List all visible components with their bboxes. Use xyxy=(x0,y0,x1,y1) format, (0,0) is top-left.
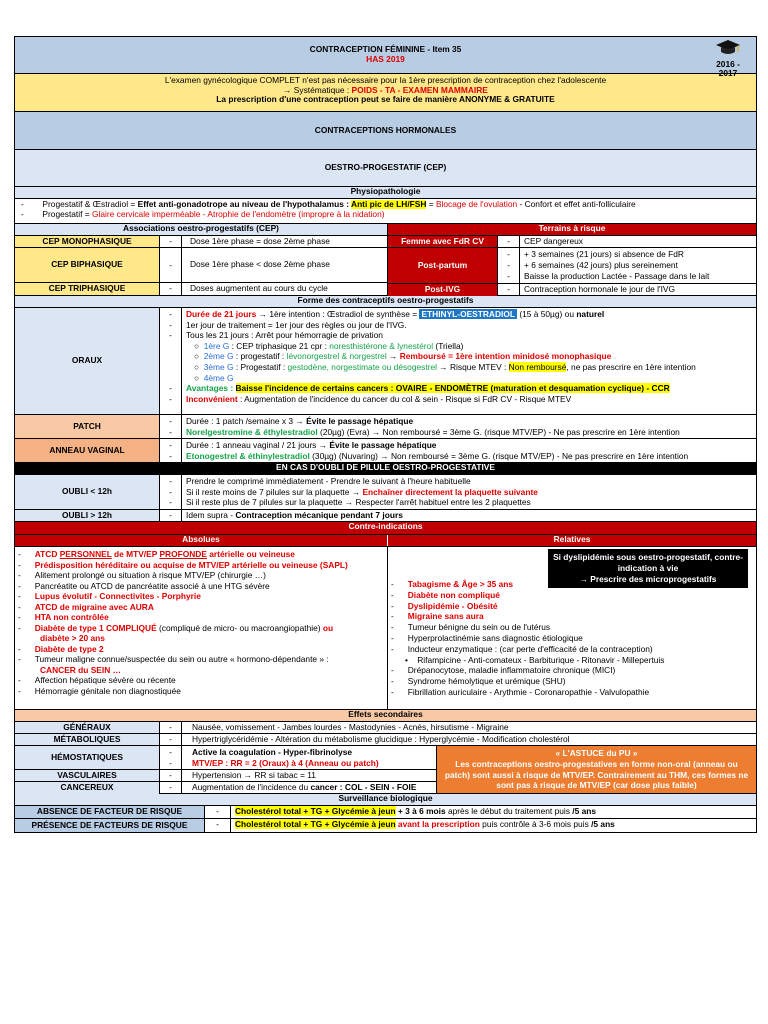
relatives-title: Relatives xyxy=(388,535,756,546)
surv-2-a: Cholestérol total + TG + Glycémie à jeun xyxy=(235,819,396,829)
abs-2: Prédisposition héréditaire ou acquise de MTV/EP artérielle ou veineuse (SAPL) xyxy=(34,559,348,570)
oraux-g2-e: Remboursé = 1ère intention minidosé monophasique xyxy=(399,351,612,362)
intro-line-1: L'examen gynécologique COMPLET n'est pas nécessaire pour la 1ère prescription de contraception chez l'adolescente xyxy=(164,75,607,85)
oraux-g2-b: : progestatif : xyxy=(233,351,287,362)
effet-text-generaux: Nausée, vomissement - Jambes lourdes - Mastodynies - Acnés, hirsutisme - Migraine xyxy=(192,722,509,732)
effet-cancer-a: Augmentation de l'incidence du xyxy=(192,782,311,793)
astuce-title: « L'ASTUCE du PU » xyxy=(555,748,638,758)
oraux-g2-a: 2ème G xyxy=(203,351,234,362)
oraux-g3-e: Non remboursé xyxy=(508,361,567,372)
rel-8: Rifampicine - Anti-comateux - Barbiturique - Ritonavir - Millepertuis xyxy=(417,654,665,665)
effet-label-metab: MÉTABOLIQUES xyxy=(15,734,160,745)
patch-l2-a: Norelgestromine & éthylestradiol xyxy=(186,426,318,437)
oraux-l2: 1er jour de traitement = 1er jour des règles ou jour de l'IVG. xyxy=(186,319,407,330)
terrain-text-fdr: CEP dangereux xyxy=(524,236,583,246)
forme-title: Forme des contraceptifs oestro-progestatifs xyxy=(297,295,474,305)
oubli-row-2: OUBLI > 12h - Idem supra - Contraception mécanique pendant 7 jours xyxy=(15,510,756,522)
rel-1: Tabagisme & Âge > 35 ans xyxy=(407,579,514,589)
oraux-av-b: Baisse l'incidence de certains cancers : OVAIRE - ENDOMÈTRE (maturation et desquamation cyclique) - CCR xyxy=(235,383,670,394)
oraux-g3-c: gestodène, norgestimate ou désogestrel xyxy=(287,361,437,372)
effet-text-vasc: Hypertension → RR si tabac = 11 xyxy=(192,770,316,781)
rel-5: Tumeur bénigne du sein ou de l'utérus xyxy=(407,622,551,633)
abs-12: Hémorragie génitale non diagnostiquée xyxy=(34,685,181,696)
section-hormonal xyxy=(15,112,756,150)
physio-l1-e: Blocage de l'ovulation xyxy=(435,200,518,209)
oraux-g3-a: 3ème G xyxy=(203,361,234,372)
ci-title: Contre-indications xyxy=(348,521,423,531)
effets-title: Effets secondaires xyxy=(348,709,423,719)
assoc-headers xyxy=(15,224,756,236)
terrain-pp-l2: + 6 semaines (42 jours) plus sereinement xyxy=(524,260,678,270)
ci-relatives: Si dyslipidémie sous oestro-progestatif, contre-indication à vie → Prescrire des microprogestatifs - Tabagisme & Âge > 35 ans - Diabète non compliqué - Dyslipidémie - Obésité - Migraine sans aura - Tumeur bénigne du sein ou de l'utérus - Hyperprolactinémie sans diagnostic étiologique - Inducteur enzymatique : (car perte d'efficacité de la contraception) • Rifampicine - Anti-comateux - Barbiturique - Ritonavir - Millepertuis - Drépanocytose, maladie inflammatoire chronique (MICI) - Syndrome hémolytique et urémique (SHU) - Fibrillation auriculaire - Arythmie - Coronaropathie - Valvulopathie xyxy=(388,547,756,709)
abs-11: Affection hépatique sévère ou récente xyxy=(34,675,176,685)
effet-row-cancer: CANCEREUX - Augmentation de l'incidence du cancer : COL - SEIN - FOIE xyxy=(15,782,436,794)
section-hormonal-title: CONTRACEPTIONS HORMONALES xyxy=(314,124,457,135)
effet-hemo-l1: Active la coagulation - Hyper-fibrinolyse xyxy=(192,747,353,757)
physio-l1-f: - Confort et effet anti-folliculaire xyxy=(517,200,636,209)
physio-l1-b: Effet anti-gonadotrope au niveau de l'hypothalamus : xyxy=(137,200,352,209)
effets-lower-block xyxy=(15,746,756,794)
surv-title: Surveillance biologique xyxy=(338,793,433,803)
intro-line-2: → Systématique : xyxy=(283,84,352,95)
assoc-title: Associations oestro-progestatifs (CEP) xyxy=(15,224,388,235)
ci-block xyxy=(15,547,756,710)
effet-hemo-l2: MTV/EP : RR = 2 (Oraux) à 4 (Anneau ou patch) xyxy=(192,757,379,768)
abs-8-a: Diabète de type 1 COMPLIQUÉ xyxy=(34,622,157,633)
oraux-g2-d: → xyxy=(386,351,400,362)
surv-label-absence: ABSENCE DE FACTEUR DE RISQUE xyxy=(15,806,205,818)
intro-block xyxy=(15,74,756,112)
oraux-av-a: Avantages : xyxy=(186,383,236,394)
oraux-g1-b: : CEP triphasique 21 cpr : xyxy=(229,340,330,351)
dyslipidemie-box xyxy=(548,549,748,588)
effet-label-generaux: GÉNÉRAUX xyxy=(15,722,160,733)
oraux-l1-c: ETHINYL-OESTRADIOL xyxy=(421,309,515,319)
patch-l2-b: (20µg) (Evra) → Non remboursé = 3ème G. (risque MTV/EP) - Ne pas prescrire en 1ère intention xyxy=(317,426,680,437)
oraux-g2-c: lévonorgestrel & norgestrel xyxy=(286,351,387,362)
graduation-cap-icon xyxy=(715,39,741,57)
effet-row-generaux: GÉNÉRAUX - Nausée, vomissement - Jambes lourdes - Mastodynies - Acnés, hirsutisme - Migraine xyxy=(15,722,756,734)
assoc-text-mono: Dose 1ère phase = dose 2ème phase xyxy=(190,236,330,246)
surv-2-b: avant la prescription xyxy=(395,819,480,829)
physio-l1-d: = xyxy=(426,200,436,209)
oubli-r2-a: Idem supra - xyxy=(186,510,236,520)
physio-l1-c: Anti pic de LH/FSH xyxy=(351,200,427,209)
abs-9: Diabète de type 2 xyxy=(34,643,104,654)
oraux-g1-a: 1ère G xyxy=(203,340,230,351)
oubli-r1-l2-a: Si il reste moins de 7 pilules sur la plaquette → xyxy=(186,486,363,497)
assoc-row-mono: CEP MONOPHASIQUE - Dose 1ère phase = dose 2ème phase xyxy=(15,236,387,248)
section-effets xyxy=(15,710,756,722)
patch-l1-a: Durée : 1 patch /semaine x 3 → xyxy=(186,416,307,426)
assoc-label-mono: CEP MONOPHASIQUE xyxy=(15,236,160,247)
page-title: CONTRACEPTION FÉMININE - Item 35 xyxy=(309,44,462,54)
rel-7: Inducteur enzymatique : (car perte d'efficacité de la contraception) xyxy=(407,643,653,654)
abs-3: Alitement prolongé ou situation à risque MTV/EP (chirurgie …) xyxy=(34,570,266,580)
rel-3: Dyslipidémie - Obésité xyxy=(407,600,498,611)
oraux-l1-a: Durée de 21 jours xyxy=(186,309,257,319)
abs-1-d: PROFONDE xyxy=(159,549,207,559)
rel-11: Fibrillation auriculaire - Arythmie - Coronaropathie - Valvulopathie xyxy=(407,686,650,697)
oraux-g3-f: , ne pas prescrire en 1ère intention xyxy=(566,361,696,372)
section-cep-title: OESTRO-PROGESTATIF (CEP) xyxy=(324,162,447,173)
assoc-terrains-block xyxy=(15,236,756,296)
effet-label-cancer: CANCEREUX xyxy=(15,782,160,794)
effet-row-metab: MÉTABOLIQUES - Hypertriglycéridémie - Altération du métabolisme glucidique : Hyperglycémie - Modification cholestérol xyxy=(15,734,756,746)
rel-box-1: Si dyslipidémie sous oestro-progestatif, contre-indication à vie xyxy=(553,552,743,573)
abs-6: ATCD de migraine avec AURA xyxy=(34,601,154,612)
abs-1-a: ATCD xyxy=(34,549,60,559)
physio-title: Physiopathologie xyxy=(350,186,421,196)
effet-label-vasc: VASCULAIRES xyxy=(15,770,160,781)
abs-1-c: de MTV/EP xyxy=(111,549,160,559)
effet-label-hemo: HÉMOSTATIQUES xyxy=(15,746,160,769)
years: 2016 - 2017 xyxy=(716,58,740,79)
section-ci xyxy=(15,522,756,535)
oraux-l1-d: (15 à 50µg) ou xyxy=(517,309,577,319)
terrain-pp-l1: + 3 semaines (21 jours) si absence de FdR xyxy=(524,249,684,259)
patch-label: PATCH xyxy=(15,415,160,438)
abs-7: HTA non contrôlée xyxy=(34,612,109,622)
oraux-l1-b: → 1ère intention : Œstradiol de synthèse = xyxy=(256,309,420,319)
section-cep xyxy=(15,150,756,187)
effet-row-vasc: VASCULAIRES - Hypertension → RR si tabac = 11 xyxy=(15,770,436,782)
rel-2: Diabète non compliqué xyxy=(407,589,500,600)
fiche-contraception xyxy=(14,36,757,833)
anneau-label: ANNEAU VAGINAL xyxy=(15,439,160,462)
intro-exam: POIDS - TA - EXAMEN MAMMAIRE xyxy=(351,84,488,95)
assoc-label-tri: CEP TRIPHASIQUE xyxy=(15,283,160,295)
effet-cancer-b: cancer : COL - SEIN - FOIE xyxy=(310,782,417,793)
assoc-row-tri: CEP TRIPHASIQUE - Doses augmentent au cours du cycle xyxy=(15,283,387,295)
patch-block: PATCH - - Durée : 1 patch /semaine x 3 → Évite le passage hépatique Norelgestromine & éthylestradiol (20µg) (Evra) → Non remboursé = 3ème G. (risque MTV/EP) - Ne pas prescrire en 1ère intention xyxy=(15,415,756,439)
rel-box-2: → Prescrire des microprogestatifs xyxy=(579,574,717,584)
oubli-r1-l3: Si il reste plus de 7 pilules sur la plaquette → Respecter l'arrêt habituel entre les 2 plaquettes xyxy=(186,497,531,508)
oubli-label-1: OUBLI < 12h xyxy=(15,475,160,509)
astuce-box xyxy=(437,746,756,793)
abs-8-b: (compliqué de micro- ou macroangiopathie) xyxy=(156,622,323,633)
section-surv xyxy=(15,794,756,806)
title-block xyxy=(15,37,756,79)
oraux-g4: 4ème G xyxy=(203,372,234,383)
oraux-l3: Tous les 21 jours : Arrêt pour hémorragie de privation xyxy=(186,330,383,341)
ci-subheaders xyxy=(15,535,756,547)
terrains-title: Terrains à risque xyxy=(388,224,756,235)
year-block xyxy=(708,39,748,79)
anneau-l2-b: (30µg) (Nuvaring) → Non remboursé = 3ème G. (risque MTV/EP) - Ne pas prescrire en 1ère intention xyxy=(309,450,689,461)
abs-8-c: ou xyxy=(322,622,334,633)
anneau-block: ANNEAU VAGINAL - - Durée : 1 anneau vaginal / 21 jours → Évite le passage hépatique Etonogestrel & éthinylestradiol (30µg) (Nuvaring) → Non remboursé = 3ème G. (risque MTV/EP) - Ne pas prescrire en 1ère intention xyxy=(15,439,756,463)
assoc-label-bi: CEP BIPHASIQUE xyxy=(15,248,160,282)
terrain-label-fdr: Femme avec FdR CV xyxy=(388,236,498,247)
rel-4: Migraine sans aura xyxy=(407,611,484,622)
assoc-text-bi: Dose 1ère phase < dose 2ème phase xyxy=(190,259,330,270)
abs-1-b: PERSONNEL xyxy=(59,549,112,559)
oubli-r1-l2-b: Enchaîner directement la plaquette suivante xyxy=(362,486,538,497)
oubli-row-1: OUBLI < 12h - - - Prendre le comprimé immédiatement - Prendre le suivant à l'heure habituelle Si il reste moins de 7 pilules sur la plaquette → Enchaîner directement la plaquette suivante Si il reste plus de 7 pilules sur la plaquette → Respecter l'arrêt habituel entre les 2 plaquettes xyxy=(15,475,756,510)
physio-block: - Progestatif & Œstradiol = Effet anti-gonadotrope au niveau de l'hypothalamus : Anti pic de LH/FSH = Blocage de l'ovulation - Confort et effet anti-folliculaire - Progestatif = Glaire cervicale imperméable - Atrophie de l'endomètre (impropre à la nidation) xyxy=(15,199,756,224)
surv-label-presence: PRÉSENCE DE FACTEURS DE RISQUE xyxy=(15,819,205,832)
terrain-row-postpartum: Post-partum - - - + 3 semaines (21 jours) si absence de FdR + 6 semaines (42 jours) plus sereinement Baisse la production Lactée - Passage dans le lait xyxy=(388,248,756,284)
page-subtitle: HAS 2019 xyxy=(366,53,405,64)
abs-10: Tumeur maligne connue/suspectée du sein ou autre « hormono-dépendante » : xyxy=(34,654,329,664)
ci-absolues: - ATCD PERSONNEL de MTV/EP PROFONDE artérielle ou veineuse - Prédisposition héréditaire ou acquise de MTV/EP artérielle ou veineuse (SAPL) - Alitement prolongé ou situation à risque MTV/EP (chirurgie …) - Pancréatite ou ATCD de pancréatite associé à une HTG sévère - Lupus évolutif - Connectivites - Porphyrie - ATCD de migraine avec AURA - HTA non contrôlée - Diabète de type 1 COMPLIQUÉ (compliqué de micro- ou macroangiopathie) ou diabète > 20 ans - Diabète de type 2 - Tumeur maligne connue/suspectée du sein ou autre « hormono-dépendante » : CANCER du SEIN … - Affection hépatique sévère ou récente - Hémorragie génitale non diagnostiquée xyxy=(15,547,388,709)
intro-line-3: La prescription d'une contraception peut se faire de manière ANONYME & GRATUITE xyxy=(216,94,555,105)
abs-5: Lupus évolutif - Connectivites - Porphyrie xyxy=(34,591,201,601)
anneau-l1-b: Évite le passage hépatique xyxy=(329,440,437,450)
physio-l1-a: Progestatif & Œstradiol = xyxy=(42,200,138,209)
rel-6: Hyperprolactinémie sans diagnostic étiologique xyxy=(407,632,583,643)
physio-l2-a: Progestatif = xyxy=(42,209,92,219)
effet-text-metab: Hypertriglycéridémie - Altération du métabolisme glucidique : Hyperglycémie - Modification cholestérol xyxy=(192,734,570,744)
oraux-inc-a: Inconvénient xyxy=(186,393,238,404)
oraux-block: ORAUX - - - - - Durée de 21 jours → 1ère intention : Œstradiol de synthèse = ETHINYL-OESTRADIOL (15 à 50µg) ou naturel 1er jour de traitement = 1er jour des règles ou jour de l'IVG. Tous les 21 jours : Arrêt pour hémorragie de privation ○ 1ère G : CEP triphasique 21 cpr : noresthistérone & lynestérol (Triella) ○ 2ème G : progestatif : lévonorgestrel & norgestrel → Remboursé = 1ère intention minidosé monophasique ○ 3ème G : Progestatif : gestodène, norgestimate ou désogestrel → Risque MTEV : Non remboursé, ne pas prescrire en 1ère intention ○ 4ème G Avantages : Baisse l'incidence de certains cancers : OVAIRE - ENDOMÈTRE (maturation et desquamation cyclique) - CCR Inconvénient : Augmentation de l'incidence du cancer du col & sein - Risque si FdR CV - Risque MTEV xyxy=(15,308,756,415)
oubli-r1-l1: Prendre le comprimé immédiatement - Prendre le suivant à l'heure habituelle xyxy=(186,476,471,486)
oraux-g3-d: → Risque MTEV : xyxy=(436,361,509,372)
surv-row-presence: PRÉSENCE DE FACTEURS DE RISQUE - Cholestérol total + TG + Glycémie à jeun avant la prescription puis contrôle à 3-6 mois puis /5 ans xyxy=(15,819,756,832)
surv-row-absence: ABSENCE DE FACTEUR DE RISQUE - Cholestérol total + TG + Glycémie à jeun + 3 à 6 mois après le début du traitement puis /5 ans xyxy=(15,806,756,819)
terrain-label-postpartum: Post-partum xyxy=(388,248,498,283)
surv-2-c: puis contrôle à 3-6 mois puis xyxy=(479,819,592,829)
oraux-l1-e: naturel xyxy=(576,309,605,319)
rel-10: Syndrome hémolytique et urémique (SHU) xyxy=(407,676,566,687)
terrain-pp-l3: Baisse la production Lactée - Passage dans le lait xyxy=(524,271,710,281)
absolues-title: Absolues xyxy=(15,535,388,546)
oubli-label-2: OUBLI > 12h xyxy=(15,510,160,521)
terrain-text-ivg: Contraception hormonale le jour de l'IVG xyxy=(524,284,676,294)
surv-1-a: Cholestérol total + TG + Glycémie à jeun xyxy=(235,806,396,816)
terrain-row-fdr: Femme avec FdR CV - CEP dangereux xyxy=(388,236,756,248)
section-physio xyxy=(15,187,756,199)
abs-10-b: CANCER du SEIN … xyxy=(40,664,121,675)
rel-9: Drépanocytose, maladie inflammatoire chronique (MICI) xyxy=(407,665,616,676)
physio-l2-b: Glaire cervicale imperméable - Atrophie de l'endomètre (impropre à la nidation) xyxy=(92,209,385,219)
terrain-label-ivg: Post-IVG xyxy=(388,284,498,296)
oraux-label: ORAUX xyxy=(15,308,160,414)
anneau-l1-a: Durée : 1 anneau vaginal / 21 jours → xyxy=(186,440,330,450)
patch-l1-b: Évite le passage hépatique xyxy=(306,416,414,426)
section-forme xyxy=(15,296,756,308)
oubli-title: EN CAS D'OUBLI DE PILULE OESTRO-PROGESTATIVE xyxy=(276,462,495,472)
surv-1-d: /5 ans xyxy=(572,806,597,816)
abs-1-e: artérielle ou veineuse xyxy=(206,549,295,559)
surv-1-c: après le début du traitement puis xyxy=(445,806,573,816)
assoc-text-tri: Doses augmentent au cours du cycle xyxy=(190,283,328,293)
oraux-g1-d: (Triella) xyxy=(433,340,464,351)
abs-8-d: diabète > 20 ans xyxy=(40,633,105,643)
oraux-inc-b: : Augmentation de l'incidence du cancer du col & sein - Risque si FdR CV - Risque MTEV xyxy=(237,393,572,404)
surv-2-d: /5 ans xyxy=(591,819,615,829)
effet-row-hemo: HÉMOSTATIQUES - - Active la coagulation - Hyper-fibrinolyse MTV/EP : RR = 2 (Oraux) à 4 (Anneau ou patch) xyxy=(15,746,436,770)
astuce-text: Les contraceptions oestro-progestatives en forme non-oral (anneau ou patch) sont aussi à risque de MTV/EP. Contrairement au THM, ces formes ne sont pas à risque de MTV/EP (car dose plus faible) xyxy=(444,758,749,791)
surv-1-b: + 3 à 6 mois xyxy=(395,806,446,816)
abs-4: Pancréatite ou ATCD de pancréatite associé à une HTG sévère xyxy=(34,580,270,591)
section-oubli xyxy=(15,463,756,475)
oraux-g3-b: : Progestatif : xyxy=(233,361,288,372)
assoc-row-bi: CEP BIPHASIQUE - Dose 1ère phase < dose 2ème phase xyxy=(15,248,387,283)
oraux-g1-c: noresthistérone & lynestérol xyxy=(329,340,434,351)
oubli-r2-b: Contraception mécanique pendant 7 jours xyxy=(235,510,403,520)
anneau-l2-a: Etonogestrel & éthinylestradiol xyxy=(186,450,310,461)
terrain-row-ivg: Post-IVG - Contraception hormonale le jour de l'IVG xyxy=(388,284,756,296)
